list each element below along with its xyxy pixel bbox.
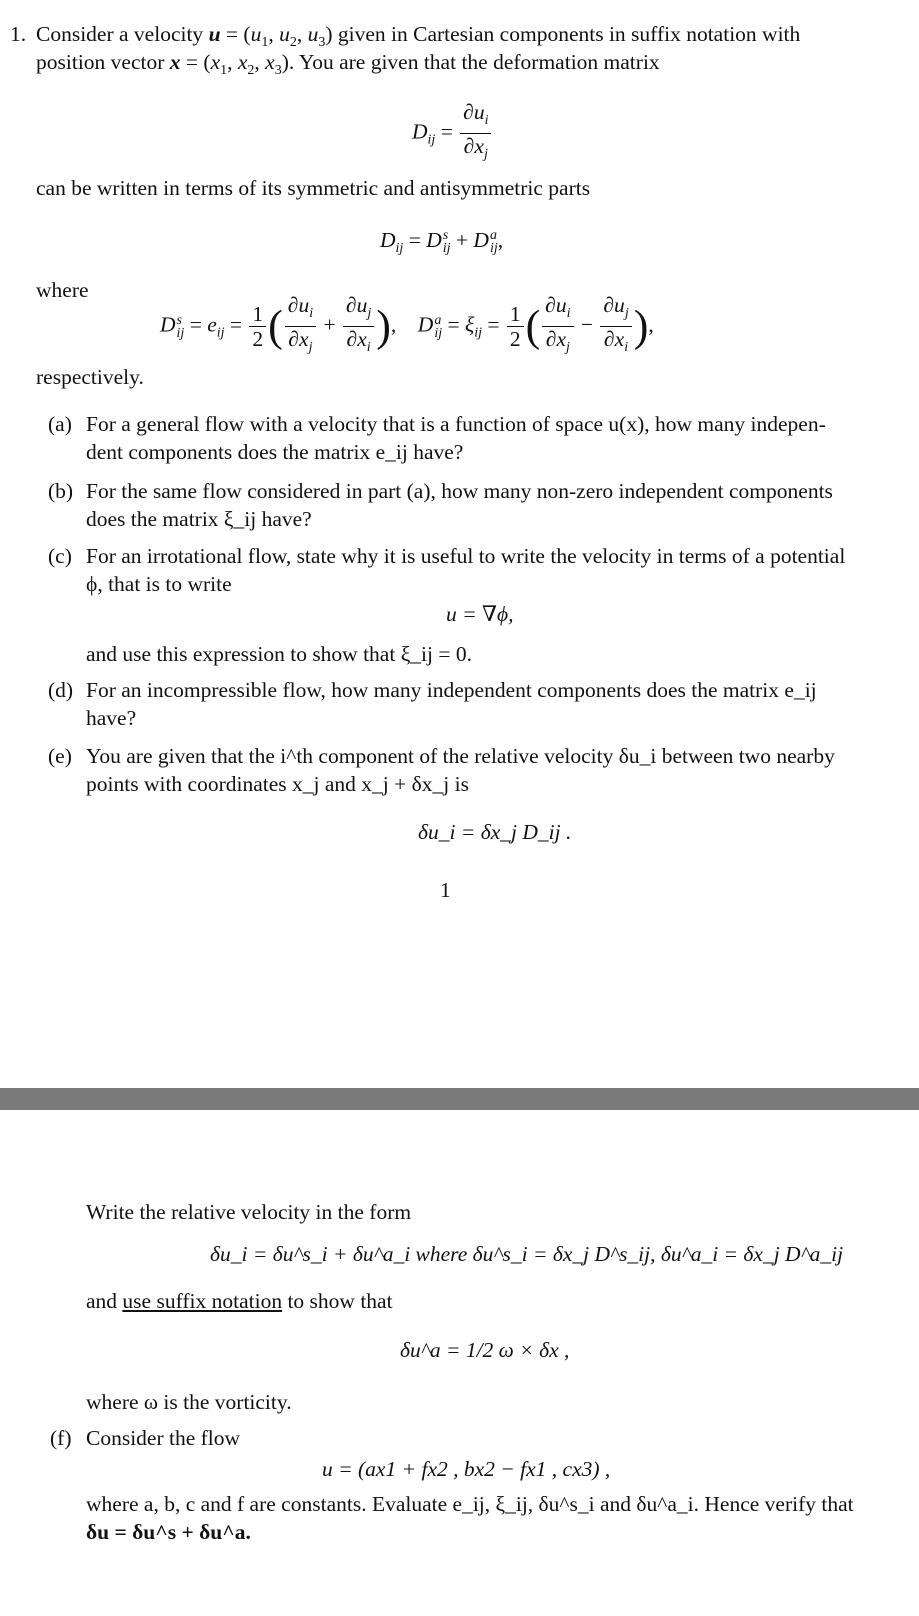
part-a-line-2: dent components does the matrix e_ij have? <box>86 440 464 464</box>
word-where: where <box>36 278 89 302</box>
part-c-line-1: For an irrotational flow, state why it is useful to write the velocity in terms of a potential <box>86 544 846 568</box>
text-symmetric-parts: can be written in terms of its symmetric and antisymmetric parts <box>36 176 591 200</box>
part-b-line-1: For the same flow considered in part (a), how many non-zero independent components <box>86 479 833 503</box>
part-a-label: (a) <box>48 412 72 436</box>
word-respectively: respectively. <box>36 365 144 389</box>
part-e-cont-line-1: Write the relative velocity in the form <box>86 1200 412 1224</box>
part-c-label: (c) <box>48 544 72 568</box>
part-b-line-2: does the matrix ξ_ij have? <box>86 507 312 531</box>
part-a-line-1: For a general flow with a velocity that is a function of space u(x), how many indepen- <box>86 412 826 436</box>
part-c-line-3: and use this expression to show that ξ_ij = 0. <box>86 642 472 666</box>
part-f-line-2: where a, b, c and f are constants. Evaluate e_ij, ξ_ij, δu^s_i and δu^a_i. Hence verify that <box>86 1492 854 1516</box>
part-e-cont-equation-vorticity: δu^a = 1/2 ω × δx , <box>400 1338 570 1362</box>
problem-number: 1. <box>10 22 27 46</box>
intro-line-1: Consider a velocity $u = (u_1$, $u_2$, $u_3$) given in Cartesian components in suffix notation with <box>36 22 801 50</box>
page-number: 1 <box>440 878 451 902</box>
part-d-label: (d) <box>48 678 74 702</box>
part-e-line-2: points with coordinates x_j and x_j + δx_j is <box>86 772 469 796</box>
part-c-equation-potential: u = ∇ϕ, <box>446 602 514 626</box>
part-d-line-1: For an incompressible flow, how many independent components does the matrix e_ij <box>86 678 817 702</box>
part-f-equation-flow: u = (ax1 + fx2 , bx2 − fx1 , cx3) , <box>322 1457 611 1481</box>
part-f-line-1: Consider the flow <box>86 1426 241 1450</box>
part-e-cont-line-3: where ω is the vorticity. <box>86 1390 292 1414</box>
part-e-label: (e) <box>48 744 72 768</box>
part-e-cont-line-2: and use suffix notation to show that <box>86 1289 393 1313</box>
part-e-cont-equation-decomposition: δu_i = δu^s_i + δu^a_i where δu^s_i = δx_j D^s_ij, δu^a_i = δx_j D^a_ij <box>210 1242 844 1266</box>
part-e-equation-relative-velocity: δu_i = δx_j D_ij . <box>418 820 572 844</box>
part-d-line-2: have? <box>86 706 137 730</box>
suffix-notation-underlined: use suffix notation <box>122 1289 283 1313</box>
part-f-label: (f) <box>50 1426 72 1450</box>
part-c-line-2: ϕ, that is to write <box>86 572 232 596</box>
equation-symmetric-antisymmetric: D s ij = $e_{ij}$ = $\frac{1}{2}$ ( $\frac{\partial u_i}{\partial x_j}$ + $\frac{\partial u_j}{\partial x_i}$ ), D a ij = $\xi_{ij}$ = $\frac{1}{2}$ ( $\frac{\partial u_i}{\partial x_j}$ − $\frac{\partial u_j}{\partial x_i}$ ), <box>160 293 654 355</box>
part-b-label: (b) <box>48 479 74 503</box>
part-e-line-1: You are given that the i^th component of the relative velocity δu_i between two nearby <box>86 744 835 768</box>
equation-split: $D_{ij} = D$ s ij + D a ij , <box>380 228 504 257</box>
page-break-divider <box>0 1088 919 1110</box>
part-f-line-3: δu = δu^s + δu^a. <box>86 1520 251 1544</box>
equation-deformation-definition: $D_{ij}$ = $\frac{\partial u_i}{\partial x_j}$ <box>412 100 493 167</box>
intro-line-2: position vector $x = (x_1$, $x_2$, $x_3$). You are given that the deformation matrix <box>36 50 660 78</box>
